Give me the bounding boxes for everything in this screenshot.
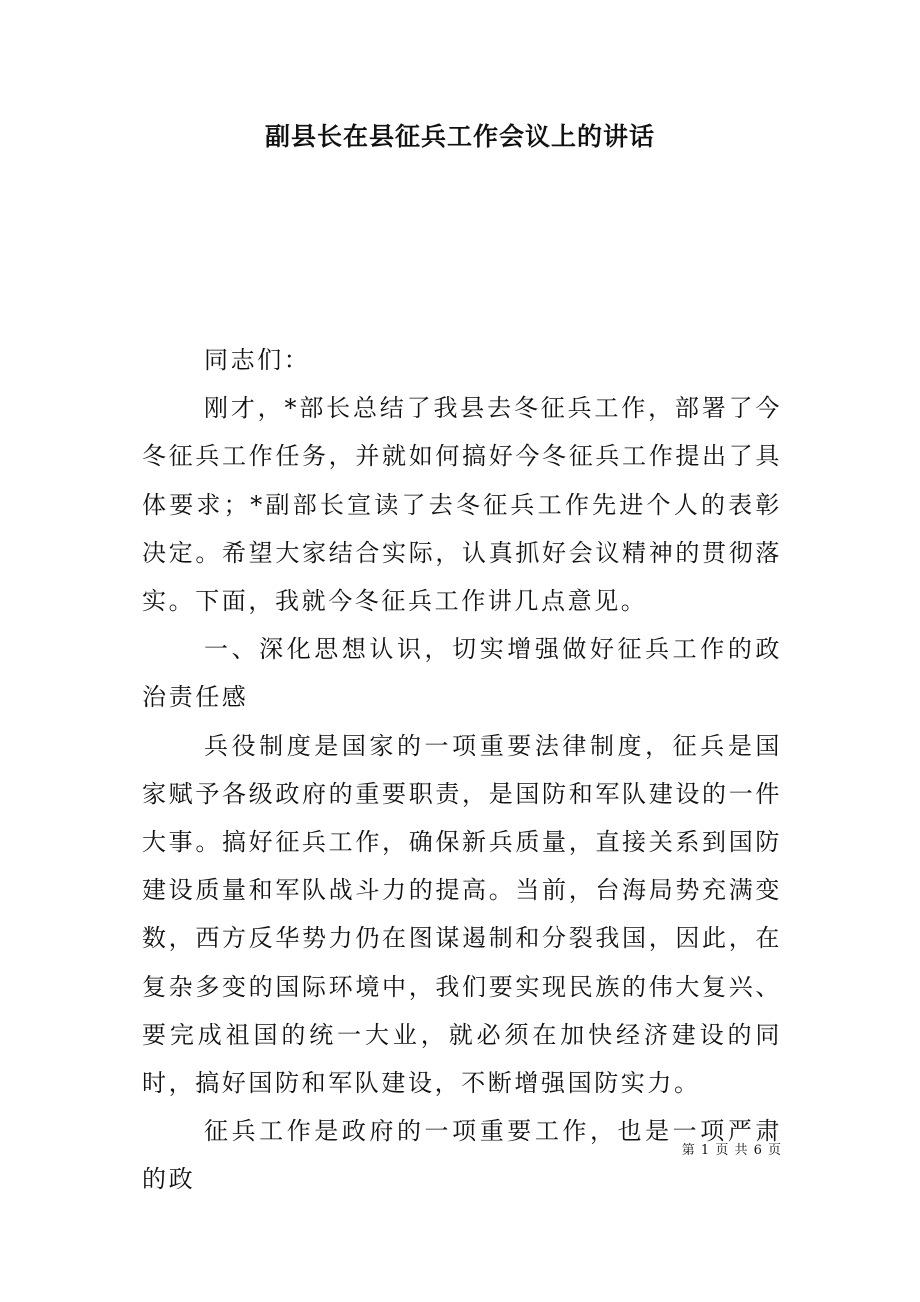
document-body	[142, 336, 782, 1204]
paragraph-salutation: 同志们：	[204, 346, 311, 374]
paragraph-military-service: 兵役制度是国家的一项重要法律制度，征兵是国家赋予各级政府的重要职责，是国防和军队建设的一件大事。搞好征兵工作，确保新兵质量，直接关系到国防建设质量和军队战斗力的提高。当前，台海局势充满变数，西方反华势力仍在图谋遏制和分裂我国，因此，在复杂多变的国际环境中，我们要实现民族的伟大复兴、要完成祖国的统一大业，就必须在加快经济建设的同时，搞好国防和军队建设，不断增强国防实力。	[142, 731, 782, 1098]
document-title: 副县长在县征兵工作会议上的讲话	[264, 122, 655, 151]
paragraph-intro: 刚才，*部长总结了我县去冬征兵工作，部署了今冬征兵工作任务，并就如何搞好今冬征兵工作提出了具体要求；*副部长宣读了去冬征兵工作先进个人的表彰决定。希望大家结合实际，认真抓好会议精神的贯彻落实。下面，我就今冬征兵工作讲几点意见。	[142, 394, 782, 616]
page-number-footer	[682, 1141, 782, 1161]
paragraph-conscription-work: 征兵工作是政府的一项重要工作，也是一项严肃的政	[142, 1117, 782, 1194]
page-number-label: 第 1 页 共 6 页	[681, 1143, 782, 1158]
section-heading-1: 一、深化思想认识，切实增强做好征兵工作的政治责任感	[142, 635, 782, 712]
